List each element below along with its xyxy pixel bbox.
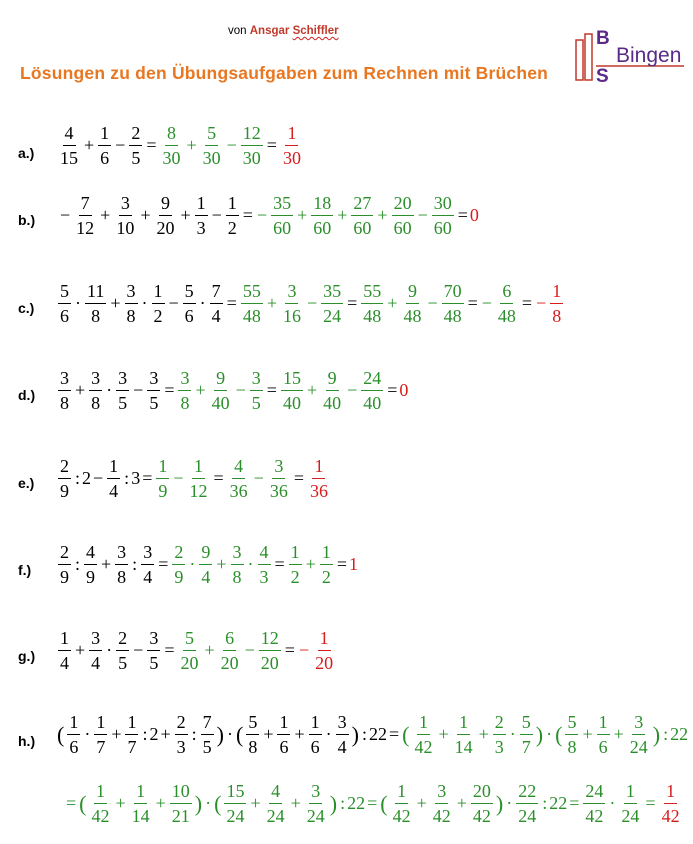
equation-e: $\frac{2}{9}$ : 2 − $\frac{1}{4}$ : 3 = $\frac{1}{9}$ − $\frac{1}{12}$ = $\frac{4}{36}$ − $\frac{3}{36}$ = $\frac{1}{36}$	[60, 456, 328, 501]
label-c: c.)	[18, 300, 35, 316]
equation-h-line2: = ( $\frac{1}{42}$ + $\frac{1}{14}$ + $\frac{10}{21}$ ) · ( $\frac{15}{24}$ + $\frac{4}{24}$ + $\frac{3}{24}$ ) : 22 = ( $\frac{1}{42}$ + $\frac{3}{42}$ + $\frac{20}{42}$ ) · $\frac{22}{24}$ : 22 = $\frac{24}{42}$ · $\frac{1}{24}$ = $\frac{1}{42}$	[66, 781, 680, 826]
author-prefix: von	[228, 25, 247, 37]
label-f: f.)	[18, 562, 32, 578]
label-b: b.)	[18, 212, 36, 228]
equation-d: $\frac{3}{8}$ + $\frac{3}{8}$ · $\frac{3}{5}$ − $\frac{3}{5}$ = $\frac{3}{8}$ + $\frac{9}{40}$ − $\frac{3}{5}$ = $\frac{15}{40}$ + $\frac{9}{40}$ − $\frac{24}{40}$ = 0	[60, 368, 409, 413]
logo-text: Bingen	[616, 44, 682, 67]
label-g: g.)	[18, 648, 36, 664]
equation-c: $\frac{5}{6}$ · $\frac{11}{8}$ + $\frac{3}{8}$ · $\frac{1}{2}$ − $\frac{5}{6}$ · $\frac{7}{4}$ = $\frac{55}{48}$ + $\frac{3}{16}$ − $\frac{35}{24}$ = $\frac{55}{48}$ + $\frac{9}{48}$ − $\frac{70}{48}$ = − $\frac{6}{48}$ = − $\frac{1}{8}$	[60, 281, 562, 326]
equation-b: − $\frac{7}{12}$ + $\frac{3}{10}$ + $\frac{9}{20}$ + $\frac{1}{3}$ − $\frac{1}{2}$ = − $\frac{35}{60}$ + $\frac{18}{60}$ + $\frac{27}{60}$ + $\frac{20}{60}$ − $\frac{30}{60}$ = 0	[60, 193, 479, 238]
author-first: Ansgar	[249, 25, 290, 37]
page-title: Lösungen zu den Übungsaufgaben zum Rechnen mit Brüchen	[20, 63, 549, 83]
label-e: e.)	[18, 475, 35, 491]
author-last: Schiffler	[292, 25, 339, 37]
logo-letter-s: S	[596, 66, 609, 84]
label-a: a.)	[18, 145, 35, 161]
label-h: h.)	[18, 733, 36, 749]
equation-g: $\frac{1}{4}$ + $\frac{3}{4}$ · $\frac{2}{5}$ − $\frac{3}{5}$ = $\frac{5}{20}$ + $\frac{6}{20}$ − $\frac{12}{20}$ = − $\frac{1}{20}$	[60, 628, 334, 673]
equation-h-line1: ( $\frac{1}{6}$ · $\frac{1}{7}$ + $\frac{1}{7}$ : 2 + $\frac{2}{3}$ : $\frac{7}{5}$ ) · ( $\frac{5}{8}$ + $\frac{1}{6}$ + $\frac{1}{6}$ · $\frac{3}{4}$ ) : 22 = ( $\frac{1}{42}$ + $\frac{1}{14}$ + $\frac{2}{3}$ · $\frac{5}{7}$ ) · ( $\frac{5}{8}$ + $\frac{1}{6}$ + $\frac{3}{24}$ ) : 22	[57, 712, 689, 757]
logo-letter-b: B	[596, 28, 610, 49]
equation-f: $\frac{2}{9}$ : $\frac{4}{9}$ + $\frac{3}{8}$ : $\frac{3}{4}$ = $\frac{2}{9}$ · $\frac{9}{4}$ + $\frac{3}{8}$ · $\frac{4}{3}$ = $\frac{1}{2}$ + $\frac{1}{2}$ = 1	[60, 542, 358, 587]
label-d: d.)	[18, 387, 36, 403]
author-line	[228, 25, 339, 37]
equation-a: $\frac{4}{15}$ + $\frac{1}{6}$ − $\frac{2}{5}$ = $\frac{8}{30}$ + $\frac{5}{30}$ − $\frac{12}{30}$ = $\frac{1}{30}$	[60, 123, 301, 168]
